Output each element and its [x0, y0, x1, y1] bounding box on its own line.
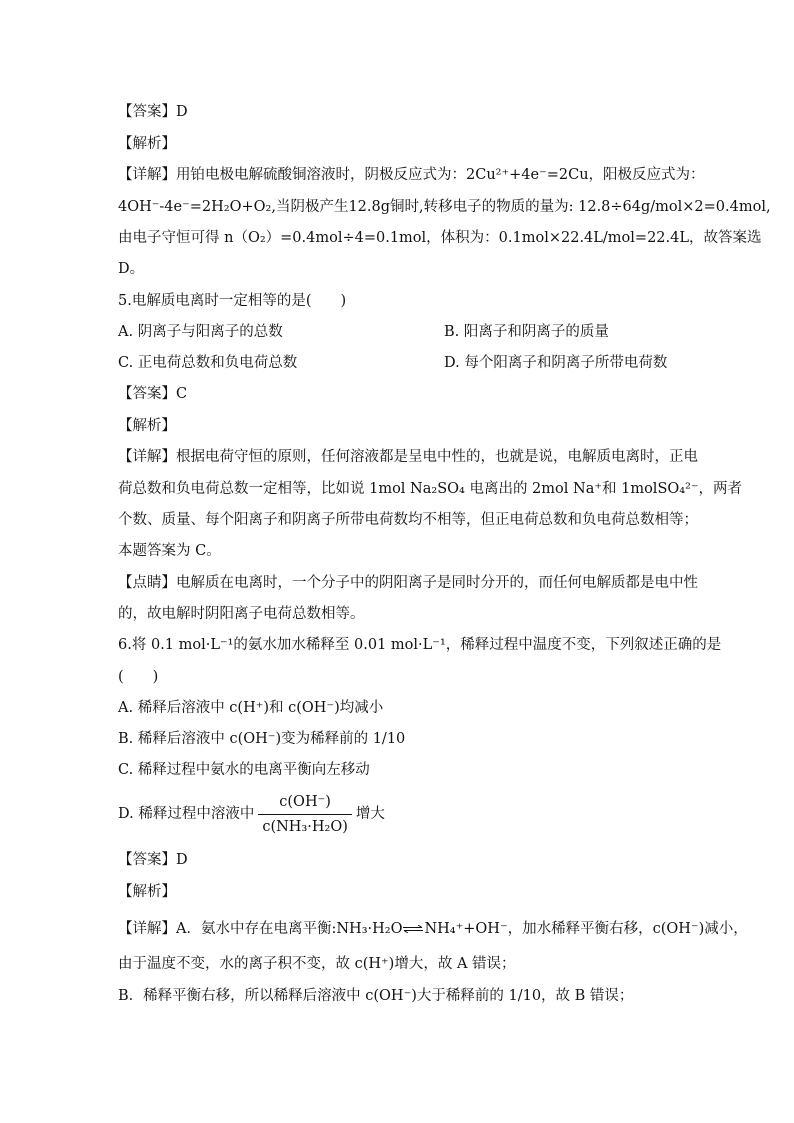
q6-option-d-suffix: 增大	[355, 806, 385, 822]
q6-detail-b: B．稀释平衡右移，所以稀释后溶液中 c(OH⁻)大于稀释前的 1/10，故 B 错误；	[118, 988, 634, 1004]
q5-stem: 5.电解质电离时一定相等的是( )	[118, 293, 347, 309]
equilibrium-arrow-icon	[402, 925, 424, 933]
q5-option-d: D. 每个阳离子和阴离子所带电荷数	[444, 355, 668, 371]
q6-option-d	[118, 790, 385, 838]
q5-detail-line-1: 【详解】根据电荷守恒的原则，任何溶液都是呈电中性的，也就是说，电解质电离时，正电	[118, 449, 698, 465]
fraction-denominator: c(NH₃·H₂O)	[262, 818, 348, 835]
q6-stem-line-1: 6.将 0.1 mol·L⁻¹的氨水加水稀释至 0.01 mol·L⁻¹，稀释过程中温度不变，下列叙述正确的是	[118, 637, 722, 653]
q4-analysis: 【解析】	[118, 136, 176, 152]
fraction-numerator: c(OH⁻)	[258, 792, 352, 815]
q5-analysis: 【解析】	[118, 418, 176, 434]
q4-answer: 【答案】D	[118, 104, 188, 120]
q5-detail-line-2: 荷总数和负电荷总数一定相等，比如说 1mol Na₂SO₄ 电离出的 2mol Na⁺和 1molSO₄²⁻，两者	[118, 481, 743, 497]
q5-option-a: A. 阴离子与阳离子的总数	[118, 324, 283, 340]
q6-stem-line-2: ( )	[118, 669, 159, 685]
q6-option-c: C. 稀释过程中氨水的电离平衡向左移动	[118, 762, 370, 778]
q6-detail-a-line-1	[118, 919, 748, 939]
q4-detail-line-1: 【详解】用铂电极电解硫酸铜溶液时，阴极反应式为：2Cu²⁺+4e⁻=2Cu，阳极反应式为：	[118, 167, 705, 183]
detail-a-prefix: 【详解】A．氨水中存在电离平衡:NH₃·H₂O	[118, 921, 403, 937]
detail-a-suffix: NH₄⁺+OH⁻，加水稀释平衡右移，c(OH⁻)减小，	[424, 921, 748, 937]
q6-option-b: B. 稀释后溶液中 c(OH⁻)变为稀释前的 1/10	[118, 731, 406, 747]
q6-option-a: A. 稀释后溶液中 c(H⁺)和 c(OH⁻)均减小	[118, 700, 384, 716]
q5-answer: 【答案】C	[118, 386, 188, 402]
q6-option-d-prefix: D. 稀释过程中溶液中	[118, 806, 255, 822]
q6-option-d-fraction	[258, 792, 352, 837]
q4-detail-line-3: 由电子守恒可得 n（O₂）=0.4mol÷4=0.1mol，体积为：0.1mol×22.4L/mol=22.4L，故答案选	[118, 230, 762, 246]
q6-detail-a-line-2: 由于温度不变，水的离子积不变，故 c(H⁺)增大，故 A 错误；	[118, 956, 516, 972]
q5-tip-line-1: 【点睛】电解质在电离时，一个分子中的阴阳离子是同时分开的，而任何电解质都是电中性	[118, 575, 698, 591]
q4-detail-line-2: 4OH⁻-4e⁻=2H₂O+O₂,当阴极产生12.8g铜时,转移电子的物质的量为: 12.8÷64g/mol×2=0.4mol,	[118, 199, 771, 215]
q5-detail-line-4: 本题答案为 C。	[118, 543, 221, 559]
q5-option-b: B. 阳离子和阴离子的质量	[444, 324, 609, 340]
q6-analysis: 【解析】	[118, 884, 176, 900]
q5-option-c: C. 正电荷总数和负电荷总数	[118, 355, 298, 371]
q4-detail-line-4: D。	[118, 261, 145, 277]
q5-detail-line-3: 个数、质量、每个阳离子和阴离子所带电荷数均不相等，但正电荷总数和负电荷总数相等；	[118, 512, 698, 528]
q6-answer: 【答案】D	[118, 852, 188, 868]
q5-tip-line-2: 的，故电解时阴阳离子电荷总数相等。	[118, 606, 365, 622]
